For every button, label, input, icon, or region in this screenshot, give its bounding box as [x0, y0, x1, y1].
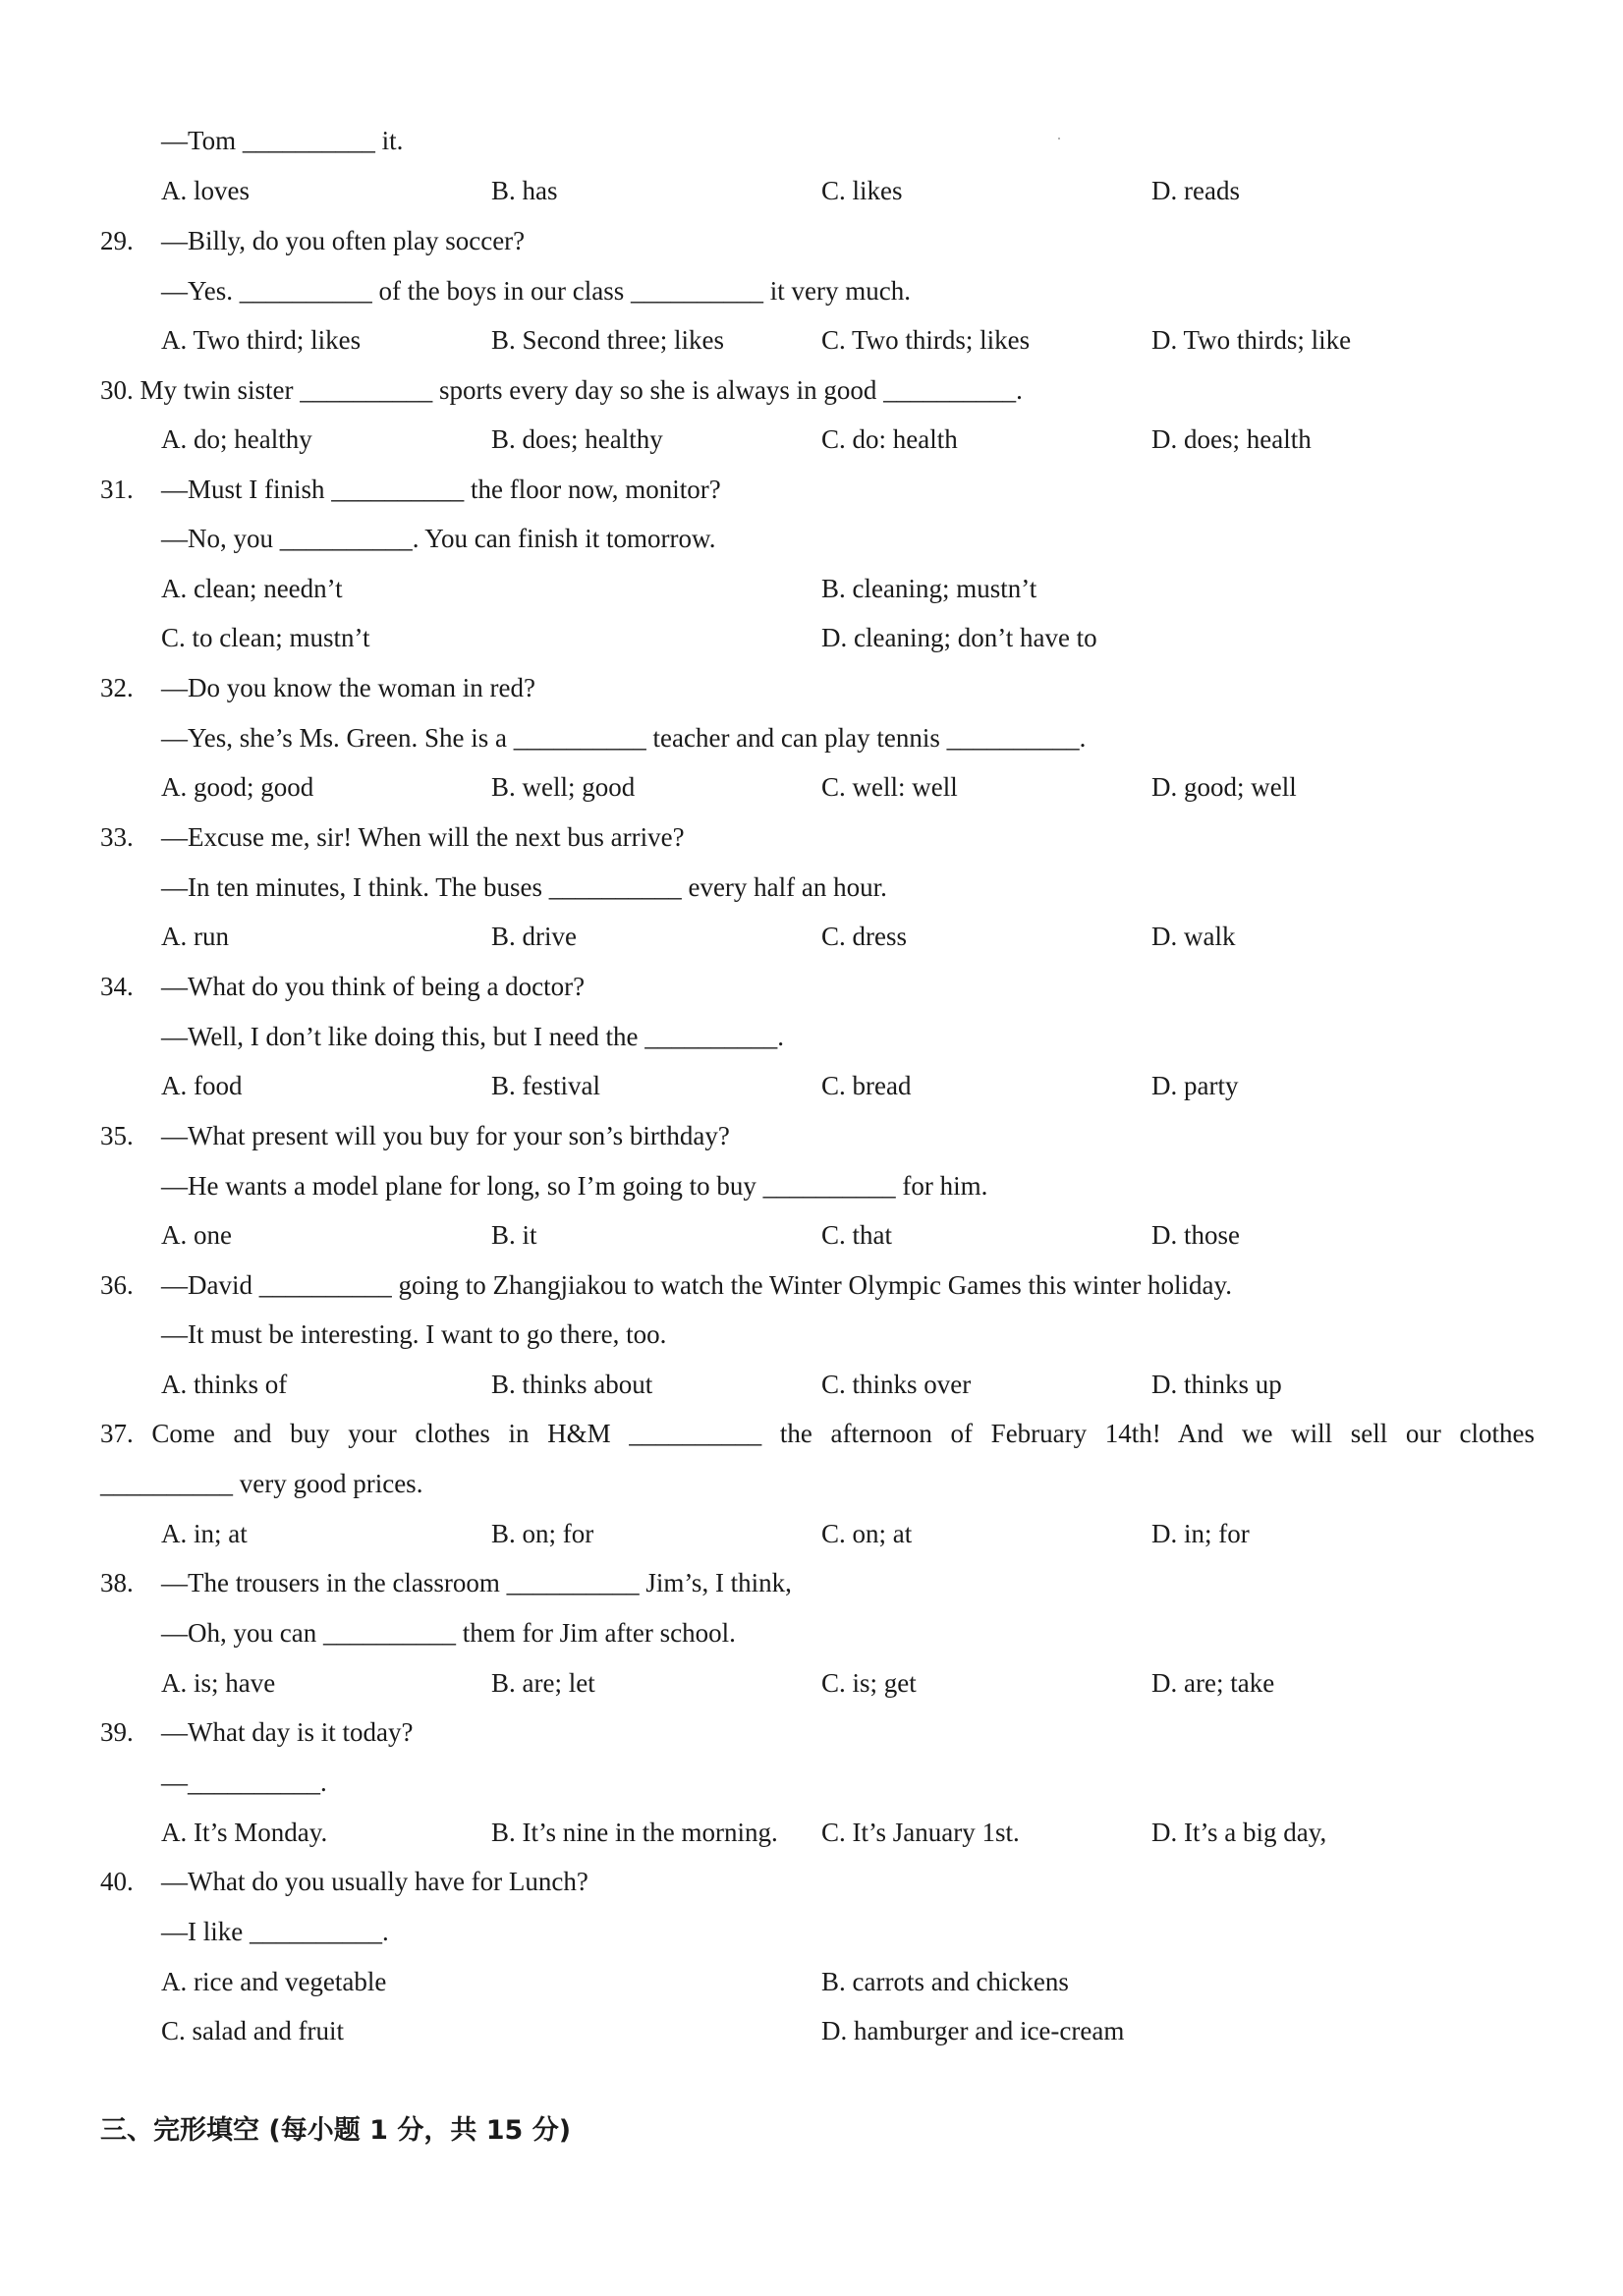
question-number: 34.: [100, 972, 134, 1001]
question-stem: —Do you know the woman in red?: [161, 673, 535, 702]
option-b: B. It’s nine in the morning.: [491, 1818, 778, 1847]
option-d: D. cleaning; don’t have to: [821, 623, 1097, 652]
question-number: 39.: [100, 1717, 134, 1747]
question-stem: —He wants a model plane for long, so I’m going to buy __________ for him.: [161, 1171, 988, 1201]
option-d: D. hamburger and ice-cream: [821, 2016, 1125, 2045]
option-a: A. thinks of: [161, 1370, 288, 1399]
option-d: D. It’s a big day,: [1151, 1818, 1327, 1847]
option-b: B. carrots and chickens: [821, 1967, 1069, 1996]
option-a: A. Two third; likes: [161, 325, 362, 355]
option-b: B. has: [491, 176, 558, 205]
option-c: C. on; at: [821, 1519, 913, 1548]
option-b: B. does; healthy: [491, 424, 663, 454]
option-b: B. Second three; likes: [491, 325, 724, 355]
option-c: C. to clean; mustn’t: [161, 623, 370, 652]
option-a: A. do; healthy: [161, 424, 312, 454]
question-stem: —The trousers in the classroom __________ Jim’s, I think,: [161, 1568, 792, 1597]
option-d: D. good; well: [1151, 772, 1297, 802]
question-number: 36.: [100, 1270, 134, 1300]
question-stem: —Yes. __________ of the boys in our class __________ it very much.: [161, 276, 911, 306]
option-d: D. are; take: [1151, 1668, 1275, 1698]
question-stem: —Must I finish __________ the floor now, monitor?: [161, 475, 721, 504]
question-stem: —What day is it today?: [161, 1717, 414, 1747]
option-b: B. drive: [491, 922, 577, 951]
question-stem: —Oh, you can __________ them for Jim after school.: [161, 1618, 736, 1648]
option-b: B. are; let: [491, 1668, 595, 1698]
question-37: 37. Come and buy your clothes in H&M __________ the afternoon of February 14th! And we will sell our clothes: [100, 1419, 1535, 1448]
question-number: 31.: [100, 475, 134, 504]
option-b: B. it: [491, 1220, 537, 1250]
question-number: 33.: [100, 822, 134, 852]
option-d: D. those: [1151, 1220, 1240, 1250]
question-stem: —Excuse me, sir! When will the next bus arrive?: [161, 822, 685, 852]
section-heading: 三、完形填空 (每小题 1 分，共 15 分): [100, 2115, 572, 2146]
option-d: D. reads: [1151, 176, 1240, 205]
option-a: A. in; at: [161, 1519, 248, 1548]
option-c: C. It’s January 1st.: [821, 1818, 1020, 1847]
question-stem: —No, you __________. You can finish it tomorrow.: [161, 524, 716, 553]
option-a: A. rice and vegetable: [161, 1967, 387, 1996]
scan-speck: [1058, 138, 1060, 140]
question-number: 38.: [100, 1568, 134, 1597]
option-c: C. that: [821, 1220, 892, 1250]
question-number: 29.: [100, 226, 134, 255]
option-a: A. good; good: [161, 772, 314, 802]
option-a: A. one: [161, 1220, 232, 1250]
option-a: A. food: [161, 1071, 243, 1100]
question-stem: —__________.: [161, 1767, 327, 1797]
question-stem: —Tom __________ it.: [161, 126, 404, 155]
question-stem: 30. My twin sister __________ sports every day so she is always in good __________.: [100, 375, 1023, 405]
option-c: C. likes: [821, 176, 903, 205]
question-number: 32.: [100, 673, 134, 702]
question-stem: —Well, I don’t like doing this, but I need the __________.: [161, 1022, 784, 1051]
option-d: D. walk: [1151, 922, 1236, 951]
option-d: D. Two thirds; like: [1151, 325, 1352, 355]
option-c: C. salad and fruit: [161, 2016, 344, 2045]
option-a: A. It’s Monday.: [161, 1818, 328, 1847]
option-a: A. loves: [161, 176, 250, 205]
option-d: D. thinks up: [1151, 1370, 1282, 1399]
option-c: C. well: well: [821, 772, 958, 802]
question-stem: —It must be interesting. I want to go there, too.: [161, 1319, 667, 1349]
option-c: C. thinks over: [821, 1370, 972, 1399]
option-b: B. cleaning; mustn’t: [821, 574, 1037, 603]
option-c: C. is; get: [821, 1668, 917, 1698]
option-a: A. run: [161, 922, 229, 951]
option-c: C. bread: [821, 1071, 912, 1100]
option-d: D. in; for: [1151, 1519, 1250, 1548]
option-c: C. do: health: [821, 424, 958, 454]
question-stem: —What present will you buy for your son’s birthday?: [161, 1121, 730, 1150]
option-b: B. festival: [491, 1071, 600, 1100]
question-number: 35.: [100, 1121, 134, 1150]
option-b: B. thinks about: [491, 1370, 653, 1399]
option-b: B. well; good: [491, 772, 636, 802]
question-stem: —Billy, do you often play soccer?: [161, 226, 526, 255]
question-stem: —David __________ going to Zhangjiakou to watch the Winter Olympic Games this winter holiday.: [161, 1270, 1232, 1300]
question-stem: —What do you think of being a doctor?: [161, 972, 586, 1001]
question-stem: __________ very good prices.: [100, 1469, 423, 1498]
option-d: D. party: [1151, 1071, 1239, 1100]
option-c: C. dress: [821, 922, 907, 951]
question-stem: —I like __________.: [161, 1917, 389, 1946]
question-stem: —In ten minutes, I think. The buses __________ every half an hour.: [161, 872, 887, 902]
option-c: C. Two thirds; likes: [821, 325, 1031, 355]
question-stem: —Yes, she’s Ms. Green. She is a __________ teacher and can play tennis __________.: [161, 723, 1087, 753]
option-a: A. clean; needn’t: [161, 574, 343, 603]
option-a: A. is; have: [161, 1668, 276, 1698]
question-stem: —What do you usually have for Lunch?: [161, 1867, 588, 1896]
option-b: B. on; for: [491, 1519, 594, 1548]
option-d: D. does; health: [1151, 424, 1312, 454]
question-number: 40.: [100, 1867, 134, 1896]
